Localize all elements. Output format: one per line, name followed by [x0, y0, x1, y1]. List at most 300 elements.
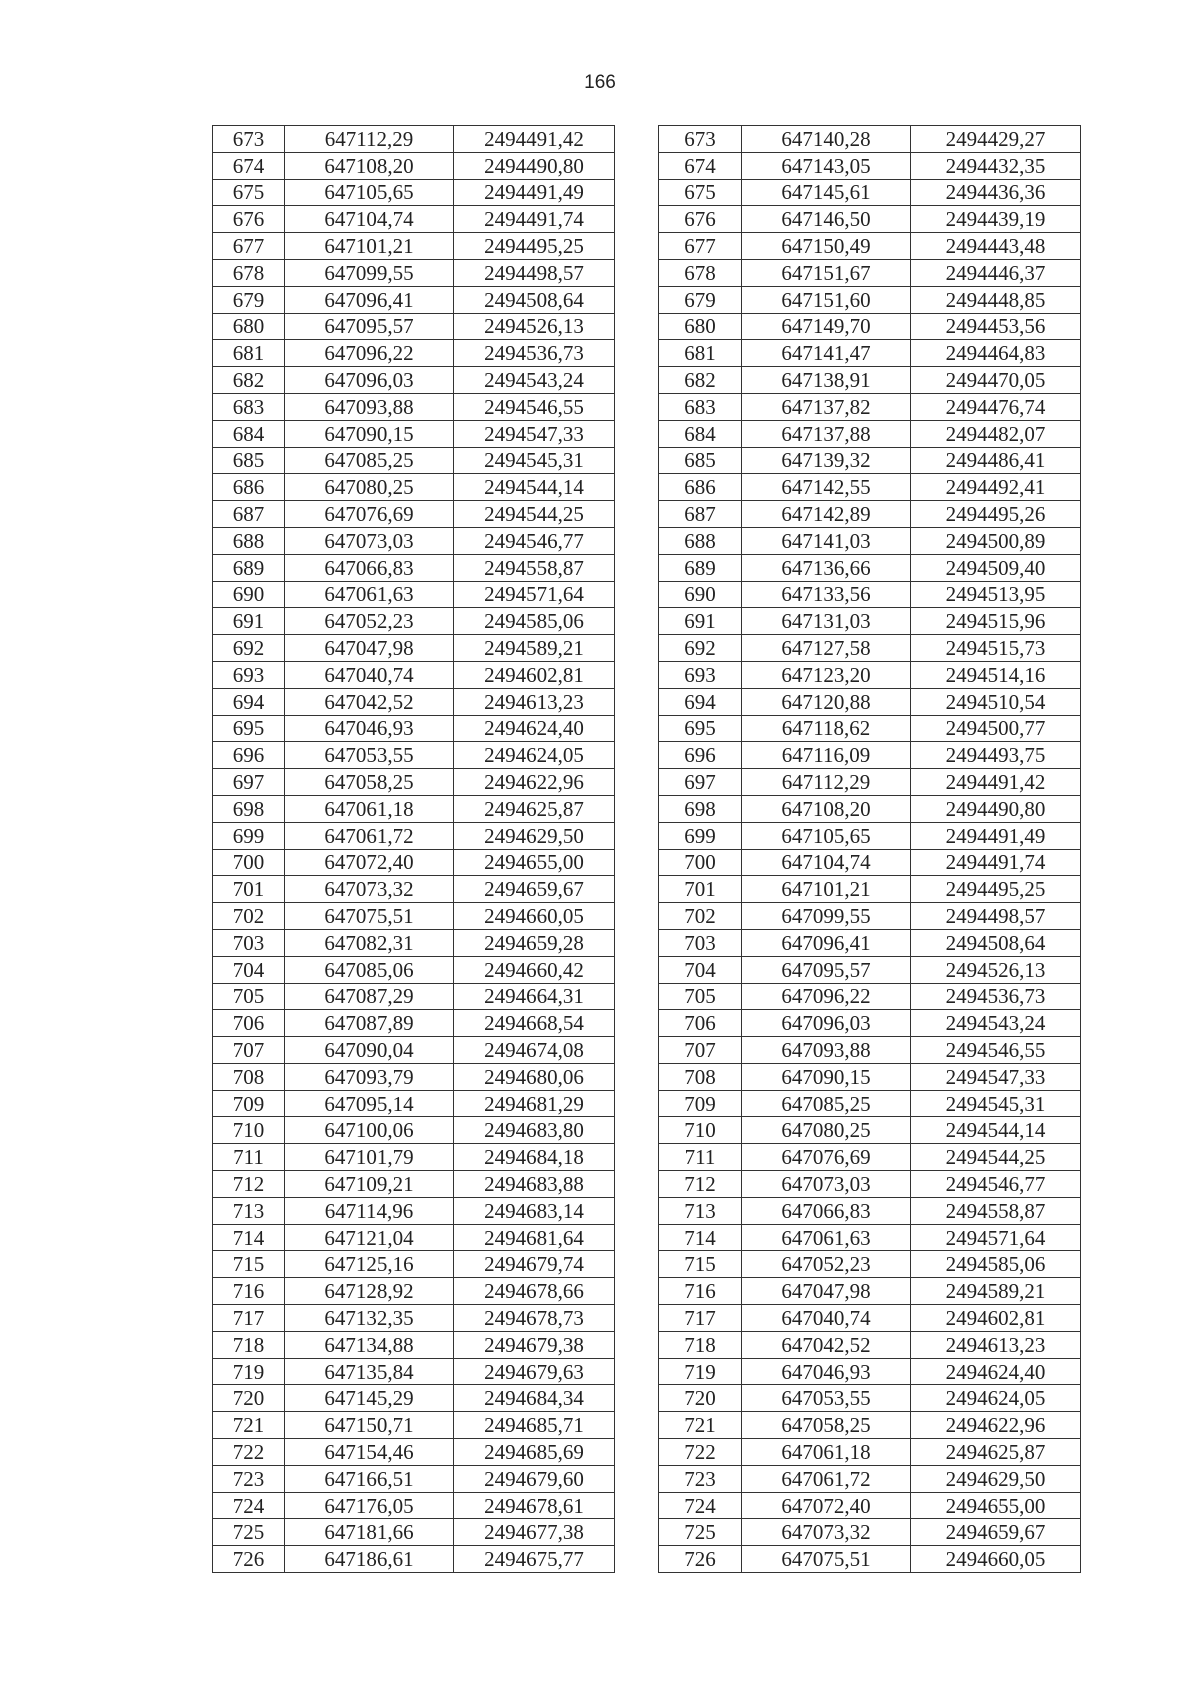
x-coordinate-right: 647141,47	[742, 340, 911, 367]
table-row	[213, 152, 1081, 179]
table-row	[213, 313, 1081, 340]
column-spacer	[615, 501, 659, 528]
table-row	[213, 1224, 1081, 1251]
column-spacer	[615, 608, 659, 635]
point-number-left: 698	[213, 795, 285, 822]
x-coordinate-right: 647133,56	[742, 581, 911, 608]
y-coordinate-right: 2494491,74	[911, 849, 1081, 876]
table-row	[213, 1063, 1081, 1090]
x-coordinate-left: 647095,14	[285, 1090, 454, 1117]
column-spacer	[615, 688, 659, 715]
column-spacer	[615, 769, 659, 796]
point-number-right: 677	[659, 233, 742, 260]
x-coordinate-right: 647096,22	[742, 983, 911, 1010]
x-coordinate-left: 647076,69	[285, 501, 454, 528]
x-coordinate-right: 647142,89	[742, 501, 911, 528]
y-coordinate-left: 2494679,38	[454, 1331, 615, 1358]
column-spacer	[615, 474, 659, 501]
point-number-left: 711	[213, 1144, 285, 1171]
y-coordinate-left: 2494659,28	[454, 929, 615, 956]
y-coordinate-left: 2494675,77	[454, 1546, 615, 1573]
point-number-left: 682	[213, 367, 285, 394]
point-number-left: 712	[213, 1171, 285, 1198]
x-coordinate-left: 647072,40	[285, 849, 454, 876]
table-row	[213, 1492, 1081, 1519]
table-row	[213, 903, 1081, 930]
column-spacer	[615, 179, 659, 206]
x-coordinate-left: 647114,96	[285, 1197, 454, 1224]
y-coordinate-right: 2494470,05	[911, 367, 1081, 394]
point-number-left: 675	[213, 179, 285, 206]
table-row	[213, 742, 1081, 769]
point-number-right: 709	[659, 1090, 742, 1117]
point-number-right: 673	[659, 126, 742, 153]
table-row	[213, 688, 1081, 715]
x-coordinate-right: 647046,93	[742, 1358, 911, 1385]
column-spacer	[615, 1305, 659, 1332]
point-number-left: 683	[213, 393, 285, 420]
point-number-left: 673	[213, 126, 285, 153]
column-spacer	[615, 983, 659, 1010]
x-coordinate-right: 647142,55	[742, 474, 911, 501]
point-number-right: 719	[659, 1358, 742, 1385]
table-row	[213, 286, 1081, 313]
y-coordinate-right: 2494493,75	[911, 742, 1081, 769]
point-number-left: 704	[213, 956, 285, 983]
table-row	[213, 233, 1081, 260]
x-coordinate-right: 647139,32	[742, 447, 911, 474]
point-number-right: 723	[659, 1465, 742, 1492]
y-coordinate-left: 2494544,14	[454, 474, 615, 501]
point-number-right: 680	[659, 313, 742, 340]
x-coordinate-right: 647136,66	[742, 554, 911, 581]
point-number-left: 691	[213, 608, 285, 635]
x-coordinate-right: 647093,88	[742, 1037, 911, 1064]
column-spacer	[615, 795, 659, 822]
point-number-right: 724	[659, 1492, 742, 1519]
y-coordinate-left: 2494571,64	[454, 581, 615, 608]
column-spacer	[615, 1063, 659, 1090]
point-number-left: 676	[213, 206, 285, 233]
point-number-right: 716	[659, 1278, 742, 1305]
point-number-right: 692	[659, 635, 742, 662]
y-coordinate-left: 2494681,29	[454, 1090, 615, 1117]
y-coordinate-right: 2494659,67	[911, 1519, 1081, 1546]
column-spacer	[615, 1492, 659, 1519]
table-row	[213, 259, 1081, 286]
column-spacer	[615, 956, 659, 983]
x-coordinate-right: 647096,41	[742, 929, 911, 956]
x-coordinate-right: 647137,88	[742, 420, 911, 447]
point-number-right: 698	[659, 795, 742, 822]
y-coordinate-right: 2494446,37	[911, 259, 1081, 286]
column-spacer	[615, 554, 659, 581]
column-spacer	[615, 715, 659, 742]
column-spacer	[615, 259, 659, 286]
column-spacer	[615, 1010, 659, 1037]
x-coordinate-left: 647150,71	[285, 1412, 454, 1439]
table-row	[213, 661, 1081, 688]
table-row	[213, 876, 1081, 903]
point-number-right: 713	[659, 1197, 742, 1224]
point-number-left: 693	[213, 661, 285, 688]
y-coordinate-right: 2494490,80	[911, 795, 1081, 822]
table-row	[213, 715, 1081, 742]
point-number-right: 688	[659, 527, 742, 554]
y-coordinate-right: 2494514,16	[911, 661, 1081, 688]
table-row	[213, 795, 1081, 822]
point-number-left: 684	[213, 420, 285, 447]
x-coordinate-left: 647176,05	[285, 1492, 454, 1519]
x-coordinate-left: 647082,31	[285, 929, 454, 956]
coordinates-table-body	[213, 126, 1081, 1573]
point-number-right: 679	[659, 286, 742, 313]
y-coordinate-left: 2494589,21	[454, 635, 615, 662]
y-coordinate-right: 2494482,07	[911, 420, 1081, 447]
y-coordinate-right: 2494429,27	[911, 126, 1081, 153]
page-number: 166	[584, 72, 616, 93]
x-coordinate-right: 647066,83	[742, 1197, 911, 1224]
y-coordinate-right: 2494509,40	[911, 554, 1081, 581]
point-number-right: 714	[659, 1224, 742, 1251]
column-spacer	[615, 1439, 659, 1466]
x-coordinate-right: 647099,55	[742, 903, 911, 930]
x-coordinate-right: 647040,74	[742, 1305, 911, 1332]
table-row	[213, 1171, 1081, 1198]
point-number-left: 713	[213, 1197, 285, 1224]
x-coordinate-right: 647108,20	[742, 795, 911, 822]
point-number-right: 710	[659, 1117, 742, 1144]
y-coordinate-left: 2494660,05	[454, 903, 615, 930]
column-spacer	[615, 1171, 659, 1198]
table-row	[213, 956, 1081, 983]
x-coordinate-right: 647138,91	[742, 367, 911, 394]
y-coordinate-left: 2494536,73	[454, 340, 615, 367]
column-spacer	[615, 822, 659, 849]
x-coordinate-left: 647040,74	[285, 661, 454, 688]
table-row	[213, 1117, 1081, 1144]
point-number-left: 710	[213, 1117, 285, 1144]
y-coordinate-left: 2494679,74	[454, 1251, 615, 1278]
x-coordinate-right: 647140,28	[742, 126, 911, 153]
x-coordinate-left: 647099,55	[285, 259, 454, 286]
x-coordinate-left: 647128,92	[285, 1278, 454, 1305]
table-row	[213, 1331, 1081, 1358]
y-coordinate-right: 2494660,05	[911, 1546, 1081, 1573]
x-coordinate-left: 647135,84	[285, 1358, 454, 1385]
point-number-right: 676	[659, 206, 742, 233]
y-coordinate-right: 2494495,25	[911, 876, 1081, 903]
point-number-left: 686	[213, 474, 285, 501]
y-coordinate-right: 2494589,21	[911, 1278, 1081, 1305]
x-coordinate-left: 647134,88	[285, 1331, 454, 1358]
point-number-left: 677	[213, 233, 285, 260]
point-number-left: 715	[213, 1251, 285, 1278]
point-number-right: 703	[659, 929, 742, 956]
point-number-right: 707	[659, 1037, 742, 1064]
x-coordinate-left: 647053,55	[285, 742, 454, 769]
y-coordinate-left: 2494508,64	[454, 286, 615, 313]
point-number-left: 714	[213, 1224, 285, 1251]
table-row	[213, 474, 1081, 501]
point-number-left: 687	[213, 501, 285, 528]
point-number-left: 696	[213, 742, 285, 769]
point-number-left: 719	[213, 1358, 285, 1385]
point-number-right: 711	[659, 1144, 742, 1171]
x-coordinate-left: 647096,03	[285, 367, 454, 394]
y-coordinate-left: 2494622,96	[454, 769, 615, 796]
y-coordinate-left: 2494625,87	[454, 795, 615, 822]
table-row	[213, 340, 1081, 367]
column-spacer	[615, 742, 659, 769]
table-row	[213, 1197, 1081, 1224]
point-number-left: 709	[213, 1090, 285, 1117]
x-coordinate-right: 647143,05	[742, 152, 911, 179]
column-spacer	[615, 447, 659, 474]
x-coordinate-left: 647109,21	[285, 1171, 454, 1198]
x-coordinate-right: 647090,15	[742, 1063, 911, 1090]
y-coordinate-right: 2494515,96	[911, 608, 1081, 635]
point-number-right: 705	[659, 983, 742, 1010]
point-number-right: 675	[659, 179, 742, 206]
x-coordinate-left: 647093,79	[285, 1063, 454, 1090]
y-coordinate-right: 2494544,14	[911, 1117, 1081, 1144]
y-coordinate-left: 2494546,77	[454, 527, 615, 554]
y-coordinate-left: 2494558,87	[454, 554, 615, 581]
column-spacer	[615, 1144, 659, 1171]
point-number-left: 679	[213, 286, 285, 313]
point-number-right: 681	[659, 340, 742, 367]
y-coordinate-left: 2494684,18	[454, 1144, 615, 1171]
y-coordinate-right: 2494544,25	[911, 1144, 1081, 1171]
x-coordinate-right: 647141,03	[742, 527, 911, 554]
table-row	[213, 1412, 1081, 1439]
x-coordinate-left: 647154,46	[285, 1439, 454, 1466]
y-coordinate-right: 2494625,87	[911, 1439, 1081, 1466]
x-coordinate-left: 647125,16	[285, 1251, 454, 1278]
x-coordinate-left: 647096,22	[285, 340, 454, 367]
y-coordinate-right: 2494526,13	[911, 956, 1081, 983]
y-coordinate-right: 2494546,77	[911, 1171, 1081, 1198]
point-number-right: 701	[659, 876, 742, 903]
table-row	[213, 501, 1081, 528]
point-number-left: 725	[213, 1519, 285, 1546]
x-coordinate-left: 647073,32	[285, 876, 454, 903]
point-number-right: 722	[659, 1439, 742, 1466]
point-number-left: 702	[213, 903, 285, 930]
table-row	[213, 1251, 1081, 1278]
column-spacer	[615, 286, 659, 313]
x-coordinate-right: 647151,67	[742, 259, 911, 286]
x-coordinate-left: 647087,29	[285, 983, 454, 1010]
y-coordinate-left: 2494585,06	[454, 608, 615, 635]
y-coordinate-left: 2494664,31	[454, 983, 615, 1010]
y-coordinate-left: 2494678,61	[454, 1492, 615, 1519]
x-coordinate-left: 647058,25	[285, 769, 454, 796]
y-coordinate-right: 2494500,77	[911, 715, 1081, 742]
y-coordinate-left: 2494624,40	[454, 715, 615, 742]
column-spacer	[615, 206, 659, 233]
column-spacer	[615, 313, 659, 340]
point-number-left: 700	[213, 849, 285, 876]
y-coordinate-right: 2494491,49	[911, 822, 1081, 849]
point-number-right: 691	[659, 608, 742, 635]
point-number-right: 720	[659, 1385, 742, 1412]
point-number-right: 712	[659, 1171, 742, 1198]
x-coordinate-left: 647145,29	[285, 1385, 454, 1412]
column-spacer	[615, 1278, 659, 1305]
x-coordinate-right: 647149,70	[742, 313, 911, 340]
table-row	[213, 1278, 1081, 1305]
table-row	[213, 527, 1081, 554]
x-coordinate-right: 647123,20	[742, 661, 911, 688]
point-number-left: 720	[213, 1385, 285, 1412]
x-coordinate-left: 647042,52	[285, 688, 454, 715]
y-coordinate-left: 2494680,06	[454, 1063, 615, 1090]
x-coordinate-right: 647072,40	[742, 1492, 911, 1519]
point-number-right: 706	[659, 1010, 742, 1037]
x-coordinate-right: 647112,29	[742, 769, 911, 796]
point-number-left: 701	[213, 876, 285, 903]
point-number-left: 680	[213, 313, 285, 340]
x-coordinate-right: 647118,62	[742, 715, 911, 742]
column-spacer	[615, 929, 659, 956]
x-coordinate-right: 647058,25	[742, 1412, 911, 1439]
y-coordinate-left: 2494491,74	[454, 206, 615, 233]
y-coordinate-right: 2494491,42	[911, 769, 1081, 796]
column-spacer	[615, 420, 659, 447]
y-coordinate-right: 2494513,95	[911, 581, 1081, 608]
y-coordinate-left: 2494678,73	[454, 1305, 615, 1332]
y-coordinate-right: 2494546,55	[911, 1037, 1081, 1064]
point-number-left: 694	[213, 688, 285, 715]
y-coordinate-left: 2494679,60	[454, 1465, 615, 1492]
point-number-right: 687	[659, 501, 742, 528]
x-coordinate-right: 647096,03	[742, 1010, 911, 1037]
point-number-left: 722	[213, 1439, 285, 1466]
x-coordinate-left: 647080,25	[285, 474, 454, 501]
y-coordinate-right: 2494495,26	[911, 501, 1081, 528]
x-coordinate-left: 647181,66	[285, 1519, 454, 1546]
y-coordinate-left: 2494495,25	[454, 233, 615, 260]
table-row	[213, 420, 1081, 447]
point-number-left: 699	[213, 822, 285, 849]
x-coordinate-right: 647146,50	[742, 206, 911, 233]
y-coordinate-left: 2494674,08	[454, 1037, 615, 1064]
point-number-left: 685	[213, 447, 285, 474]
column-spacer	[615, 527, 659, 554]
y-coordinate-right: 2494464,83	[911, 340, 1081, 367]
x-coordinate-left: 647090,15	[285, 420, 454, 447]
y-coordinate-right: 2494476,74	[911, 393, 1081, 420]
x-coordinate-right: 647137,82	[742, 393, 911, 420]
point-number-right: 684	[659, 420, 742, 447]
x-coordinate-right: 647073,32	[742, 1519, 911, 1546]
x-coordinate-right: 647151,60	[742, 286, 911, 313]
table-row	[213, 447, 1081, 474]
x-coordinate-left: 647100,06	[285, 1117, 454, 1144]
x-coordinate-left: 647121,04	[285, 1224, 454, 1251]
point-number-right: 700	[659, 849, 742, 876]
point-number-right: 696	[659, 742, 742, 769]
table-row	[213, 1305, 1081, 1332]
y-coordinate-right: 2494543,24	[911, 1010, 1081, 1037]
y-coordinate-right: 2494448,85	[911, 286, 1081, 313]
table-row	[213, 1385, 1081, 1412]
x-coordinate-right: 647131,03	[742, 608, 911, 635]
y-coordinate-left: 2494660,42	[454, 956, 615, 983]
point-number-left: 707	[213, 1037, 285, 1064]
point-number-right: 715	[659, 1251, 742, 1278]
column-spacer	[615, 1519, 659, 1546]
table-row	[213, 393, 1081, 420]
y-coordinate-left: 2494681,64	[454, 1224, 615, 1251]
y-coordinate-left: 2494545,31	[454, 447, 615, 474]
point-number-right: 697	[659, 769, 742, 796]
y-coordinate-right: 2494508,64	[911, 929, 1081, 956]
x-coordinate-right: 647105,65	[742, 822, 911, 849]
table-row	[213, 822, 1081, 849]
y-coordinate-left: 2494491,42	[454, 126, 615, 153]
x-coordinate-left: 647093,88	[285, 393, 454, 420]
y-coordinate-right: 2494624,05	[911, 1385, 1081, 1412]
column-spacer	[615, 849, 659, 876]
y-coordinate-right: 2494622,96	[911, 1412, 1081, 1439]
point-number-left: 678	[213, 259, 285, 286]
x-coordinate-right: 647052,23	[742, 1251, 911, 1278]
y-coordinate-right: 2494498,57	[911, 903, 1081, 930]
point-number-right: 694	[659, 688, 742, 715]
column-spacer	[615, 1037, 659, 1064]
table-row	[213, 608, 1081, 635]
y-coordinate-left: 2494679,63	[454, 1358, 615, 1385]
table-row	[213, 1144, 1081, 1171]
x-coordinate-left: 647087,89	[285, 1010, 454, 1037]
point-number-left: 708	[213, 1063, 285, 1090]
y-coordinate-left: 2494683,14	[454, 1197, 615, 1224]
y-coordinate-left: 2494677,38	[454, 1519, 615, 1546]
point-number-right: 686	[659, 474, 742, 501]
x-coordinate-left: 647066,83	[285, 554, 454, 581]
point-number-right: 726	[659, 1546, 742, 1573]
x-coordinate-left: 647104,74	[285, 206, 454, 233]
y-coordinate-left: 2494602,81	[454, 661, 615, 688]
table-row	[213, 581, 1081, 608]
column-spacer	[615, 1465, 659, 1492]
x-coordinate-right: 647101,21	[742, 876, 911, 903]
point-number-left: 724	[213, 1492, 285, 1519]
point-number-left: 697	[213, 769, 285, 796]
point-number-left: 690	[213, 581, 285, 608]
x-coordinate-right: 647061,18	[742, 1439, 911, 1466]
column-spacer	[615, 876, 659, 903]
y-coordinate-left: 2494613,23	[454, 688, 615, 715]
table-row	[213, 1358, 1081, 1385]
x-coordinate-left: 647090,04	[285, 1037, 454, 1064]
y-coordinate-right: 2494510,54	[911, 688, 1081, 715]
y-coordinate-right: 2494439,19	[911, 206, 1081, 233]
point-number-left: 726	[213, 1546, 285, 1573]
point-number-left: 717	[213, 1305, 285, 1332]
x-coordinate-left: 647085,25	[285, 447, 454, 474]
x-coordinate-left: 647061,63	[285, 581, 454, 608]
x-coordinate-left: 647105,65	[285, 179, 454, 206]
x-coordinate-left: 647132,35	[285, 1305, 454, 1332]
point-number-right: 699	[659, 822, 742, 849]
x-coordinate-right: 647120,88	[742, 688, 911, 715]
point-number-right: 685	[659, 447, 742, 474]
point-number-right: 695	[659, 715, 742, 742]
